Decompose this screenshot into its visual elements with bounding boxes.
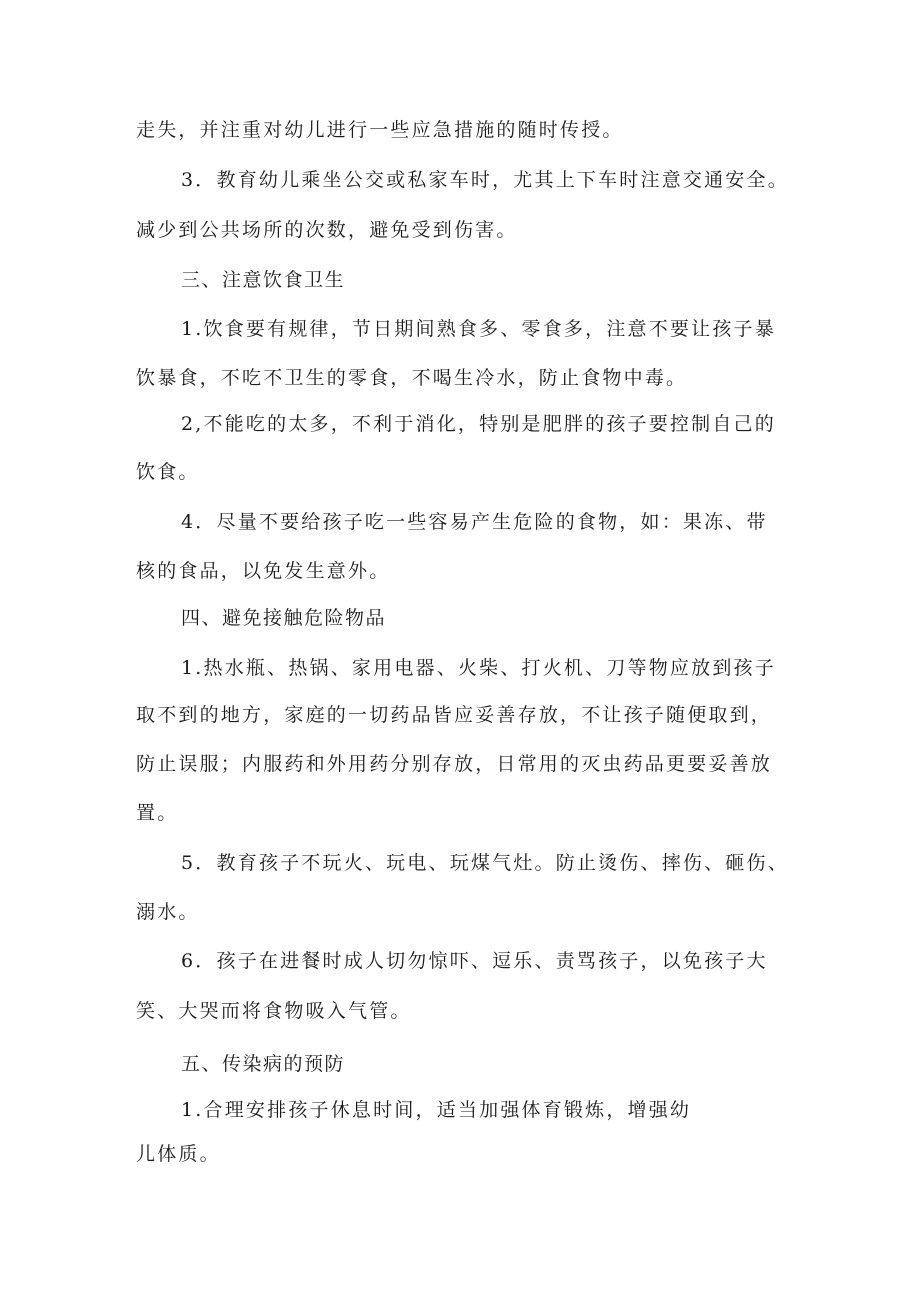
paragraph-line: 饮食。 bbox=[136, 461, 200, 483]
paragraph-line: 儿体质。 bbox=[136, 1143, 221, 1165]
paragraph-line: 溺水。 bbox=[136, 901, 200, 923]
paragraph-line: 1.热水瓶、热锅、家用电器、火柴、打火机、刀等物应放到孩子 bbox=[181, 657, 776, 679]
paragraph-line: 6．孩子在进餐时成人切勿惊吓、逗乐、责骂孩子，以免孩子大 bbox=[181, 950, 768, 972]
paragraph-line: 4．尽量不要给孩子吃一些容易产生危险的食物，如：果冻、带 bbox=[181, 511, 768, 533]
paragraph-line: 取不到的地方，家庭的一切药品皆应妥善存放，不让孩子随便取到， bbox=[136, 704, 773, 726]
section-heading: 五、传染病的预防 bbox=[181, 1053, 346, 1075]
paragraph-line: 3．教育幼儿乘坐公交或私家车时，尤其上下车时注意交通安全。 bbox=[181, 169, 789, 191]
paragraph-line: 2,不能吃的太多，不利于消化，特别是肥胖的孩子要控制自己的 bbox=[181, 413, 776, 435]
paragraph-line: 减少到公共场所的次数，避免受到伤害。 bbox=[136, 219, 518, 241]
paragraph-line: 防止误服；内服药和外用药分别存放，日常用的灭虫药品更要妥善放 bbox=[136, 753, 773, 775]
section-heading: 三、注意饮食卫生 bbox=[181, 269, 346, 291]
paragraph-line: 核的食品，以免发生意外。 bbox=[136, 560, 391, 582]
paragraph-line: 饮暴食，不吃不卫生的零食，不喝生冷水，防止食物中毒。 bbox=[136, 367, 688, 389]
paragraph-line: 5．教育孩子不玩火、玩电、玩煤气灶。防止烫伤、摔伤、砸伤、 bbox=[181, 852, 789, 874]
paragraph-line: 1.饮食要有规律，节日期间熟食多、零食多，注意不要让孩子暴 bbox=[181, 318, 776, 340]
paragraph-line: 置。 bbox=[136, 802, 179, 824]
paragraph-line: 1.合理安排孩子休息时间，适当加强体育锻炼，增强幼 bbox=[181, 1099, 692, 1121]
section-heading: 四、避免接触危险物品 bbox=[181, 607, 387, 629]
paragraph-line: 笑、大哭而将食物吸入气管。 bbox=[136, 1000, 412, 1022]
paragraph-line: 走失，并注重对幼儿进行一些应急措施的随时传授。 bbox=[136, 119, 624, 141]
